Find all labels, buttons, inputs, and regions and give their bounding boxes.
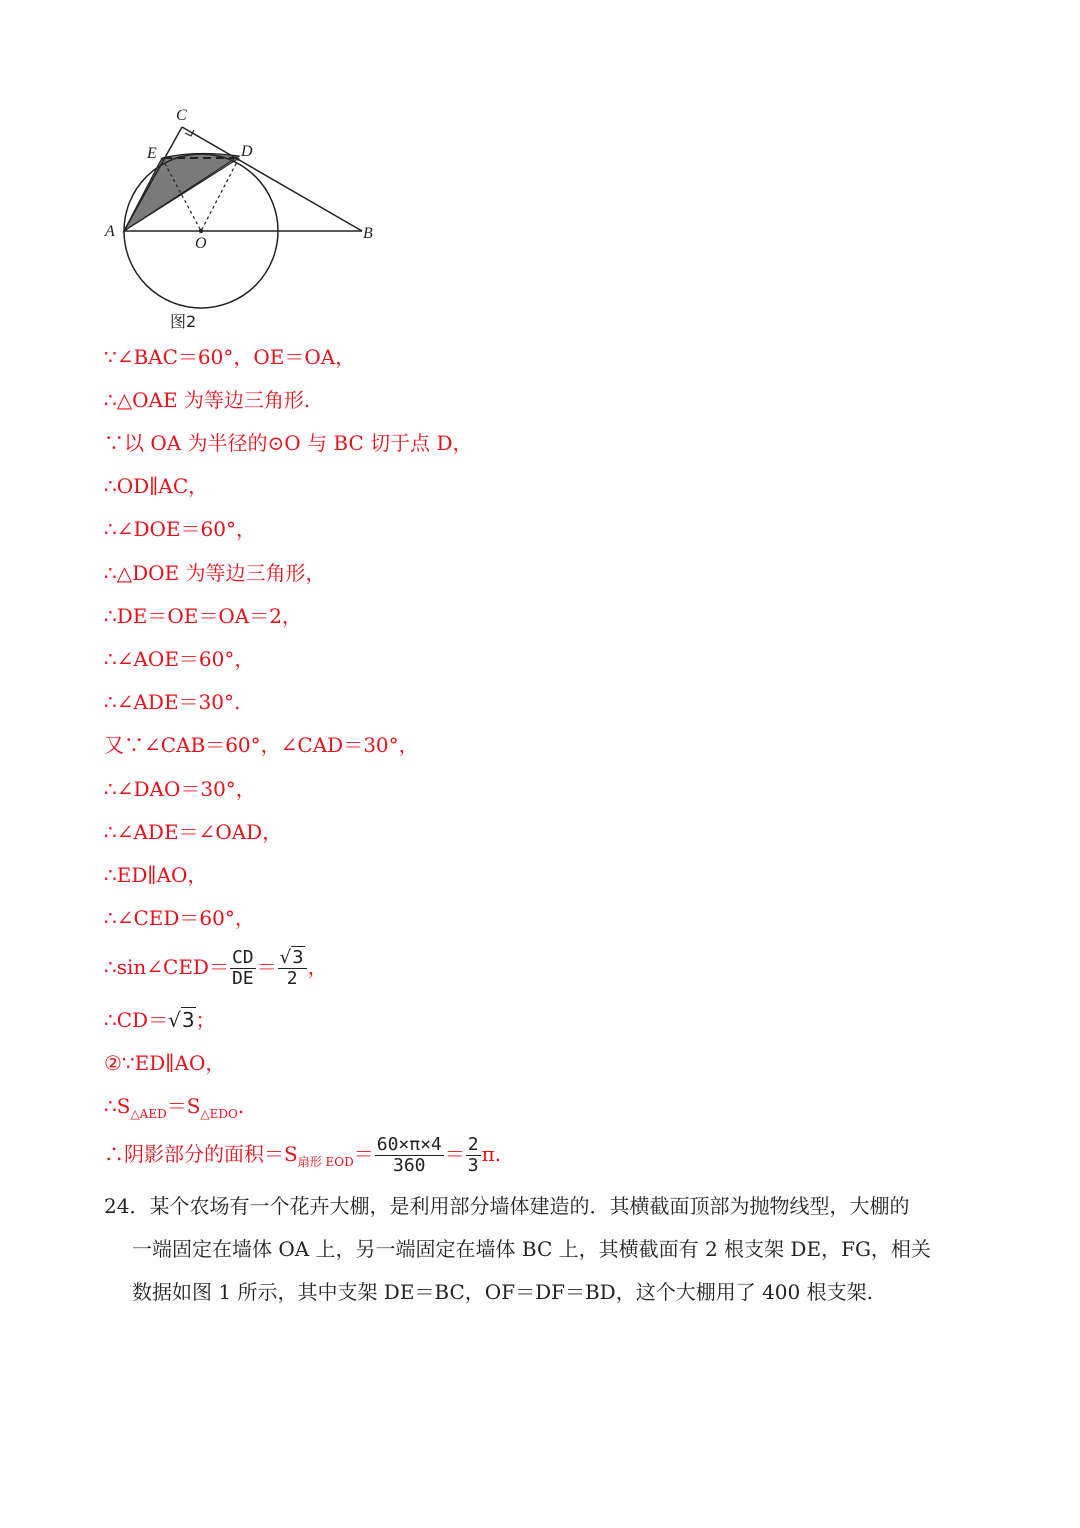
fraction-sqrt3-2 [278,948,307,989]
fraction-denominator: 3 [467,1155,479,1176]
solution-line-19 [104,1130,501,1178]
label-d: D [241,143,253,160]
label-a: A [105,223,115,240]
question-number: 24． [104,1194,150,1218]
fraction-denominator: DE [231,968,254,989]
fraction-denominator: 360 [393,1155,426,1176]
solution-line-17: ②∵ED∥AO， [104,1051,226,1075]
label-c: C [176,107,187,124]
figure-caption: 图2 [170,312,197,331]
solution-line-13: ∴ED∥AO， [104,863,208,887]
fraction-result [466,1135,481,1176]
equals-sign: ＝ [256,955,277,979]
line-suffix: ， [307,955,328,979]
solution-line-1: ∵∠BAC＝60°，OE＝OA， [104,345,356,369]
area-mid: ＝S [166,1094,201,1118]
solution-line-15 [104,943,328,991]
solution-line-18 [104,1091,244,1121]
line-suffix: π. [481,1142,502,1166]
solution-line-12: ∴∠ADE＝∠OAD， [104,820,283,844]
question-line-2: 一端固定在墙体 OA 上，另一端固定在墙体 BC 上，其横截面有 2 根支架 DE，FG，相关 [132,1237,931,1261]
shaded-area-prefix: ∴阴影部分的面积＝S [104,1142,298,1166]
fraction-denominator: 2 [286,968,298,989]
sqrt-symbol: √3 [168,1008,195,1032]
solution-line-7: ∴DE＝OE＝OA＝2， [104,604,302,628]
segment-cb [182,127,362,231]
cd-prefix: ∴CD＝ [104,1008,169,1032]
solution-line-4: ∴OD∥AC， [104,474,209,498]
solution-line-3: ∵以 OA 为半径的⊙O 与 BC 切于点 D， [104,431,473,455]
subscript-aed: △AED [130,1107,167,1121]
solution-line-2: ∴△OAE 为等边三角形. [104,388,311,412]
radicand: 3 [181,1008,195,1032]
fraction-numerator [278,948,307,969]
question-text-1: 某个农场有一个花卉大棚，是利用部分墙体建造的．其横截面顶部为抛物线型，大棚的 [149,1194,910,1218]
fraction-numerator: 2 [467,1134,479,1155]
question-line-1 [104,1185,984,1228]
geometry-figure [100,100,385,335]
label-b: B [363,225,373,242]
solution-line-8: ∴∠AOE＝60°， [104,647,255,671]
area-prefix: ∴S [104,1094,131,1118]
equals-sign: ＝ [444,1142,465,1166]
solution-line-9: ∴∠ADE＝30°. [104,690,241,714]
solution-line-10: 又∵∠CAB＝60°，∠CAD＝30°， [104,733,419,757]
subscript-sector: 扇形 EOD [297,1155,354,1169]
solution-line-5: ∴∠DOE＝60°， [104,517,256,541]
line-suffix: ； [195,1008,216,1032]
solution-line-16 [104,1005,216,1035]
label-e: E [147,145,157,162]
line-suffix: . [237,1094,245,1118]
solution-line-6: ∴△DOE 为等边三角形， [104,561,326,585]
fraction-sector-area [375,1135,444,1176]
solution-line-14: ∴∠CED＝60°， [104,906,255,930]
question-24 [104,1185,984,1314]
sin-prefix: ∴sin∠CED＝ [104,955,229,979]
subscript-edo: △EDO [200,1107,238,1121]
fraction-numerator: 60×π×4 [376,1134,442,1155]
point-o [199,229,203,233]
radicand: 3 [292,947,304,968]
equals-sign: ＝ [353,1142,374,1166]
solution-line-11: ∴∠DAO＝30°， [104,777,256,801]
fraction-cd-de [230,948,256,989]
question-line-3: 数据如图 1 所示，其中支架 DE＝BC，OF＝DF＝BD，这个大棚用了 400 根支架. [132,1280,873,1304]
sqrt-symbol: √3 [279,947,304,968]
label-o: O [195,235,207,252]
fraction-numerator: CD [231,947,254,968]
